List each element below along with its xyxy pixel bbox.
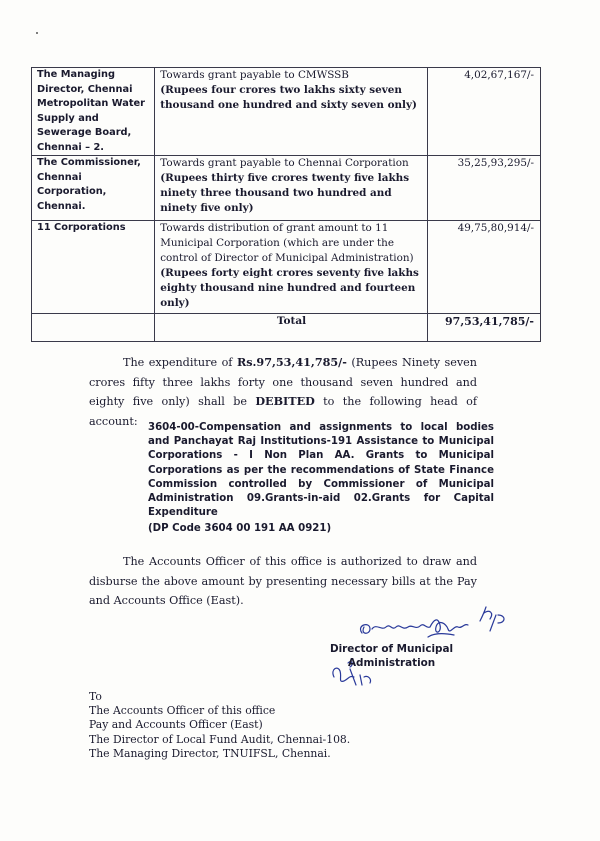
expenditure-words: (Rupees Ninety seven crores fifty three lakhs forty one thousand seven hundred and eighty five only) shall be — [89, 356, 477, 408]
head-of-account — [148, 421, 494, 537]
signatory-line2: Administration — [348, 657, 436, 669]
table-row — [32, 221, 541, 314]
purpose-cell — [155, 221, 428, 314]
to-label: To — [89, 690, 102, 703]
amount-in-words: (Rupees thirty five crores twenty five lakhs ninety three thousand two hundred and ninety five only) — [160, 172, 410, 214]
total-label: Total — [155, 314, 428, 342]
payee-cell: The Managing Director, Chennai Metropolitan Water Supply and Sewerage Board, Chennai – 2. — [32, 68, 155, 156]
expenditure-paragraph — [89, 353, 477, 431]
table-row — [32, 156, 541, 221]
purpose-cell — [155, 156, 428, 221]
total-amount: 97,53,41,785/- — [427, 314, 540, 342]
amount-cell: 4,02,67,167/- — [427, 68, 540, 156]
purpose-cell — [155, 68, 428, 156]
recipient: Pay and Accounts Officer (East) — [89, 718, 263, 732]
recipient: The Director of Local Fund Audit, Chennai-108. — [89, 732, 351, 746]
page-speck — [36, 32, 38, 34]
head-of-account-text: 3604-00-Compensation and assignments to local bodies and Panchayat Raj Institutions-191 Assistance to Municipal Corporations - I Non Plan AA. Grants to Municipal Corporations as per the recommendations of State Finance Commission controlled by Commissioner of Municipal Administration 09.Grants-in-aid 02.Grants for Capital Expenditure — [148, 422, 494, 519]
authorization-text: The Accounts Officer of this office is authorized to draw and disburse the above amount by presenting necessary bills at the Pay and Accounts Office (East). — [89, 555, 477, 607]
expenditure-amount: Rs.97,53,41,785/- — [236, 355, 347, 369]
distribution-list — [89, 690, 350, 761]
amount-in-words: (Rupees four crores two lakhs sixty seven thousand one hundred and sixty seven only) — [160, 84, 417, 111]
recipient: The Accounts Officer of this office — [89, 704, 276, 718]
purpose-text: Towards distribution of grant amount to 11 Municipal Corporation (which are under the control of Director of Municipal Administration) — [160, 222, 414, 264]
total-row — [32, 314, 541, 342]
signatory-block — [330, 642, 453, 670]
expenditure-prefix: The expenditure of — [123, 356, 237, 369]
table-row — [32, 68, 541, 156]
authorization-paragraph — [89, 552, 477, 611]
amount-cell: 35,25,93,295/- — [427, 156, 540, 221]
recipient: The Managing Director, TNUIFSL, Chennai. — [89, 746, 331, 760]
purpose-text: Towards grant payable to Chennai Corporation — [160, 157, 409, 169]
payee-cell: The Commissioner, Chennai Corporation, Chennai. — [32, 156, 155, 221]
amount-in-words: (Rupees forty eight crores seventy five lakhs eighty thousand nine hundred and fourteen only) — [160, 267, 419, 309]
purpose-text: Towards grant payable to CMWSSB — [160, 69, 349, 81]
total-empty-cell — [32, 314, 155, 342]
debited-keyword: DEBITED — [255, 394, 315, 408]
expenditure-suffix: to the following head of account: — [89, 395, 477, 428]
signatory-line1: Director of Municipal — [330, 643, 454, 655]
payee-cell: 11 Corporations — [32, 221, 155, 314]
dp-code: (DP Code 3604 00 191 AA 0921) — [148, 523, 332, 535]
amount-cell: 49,75,80,914/- — [427, 221, 540, 314]
grant-table — [31, 67, 541, 342]
